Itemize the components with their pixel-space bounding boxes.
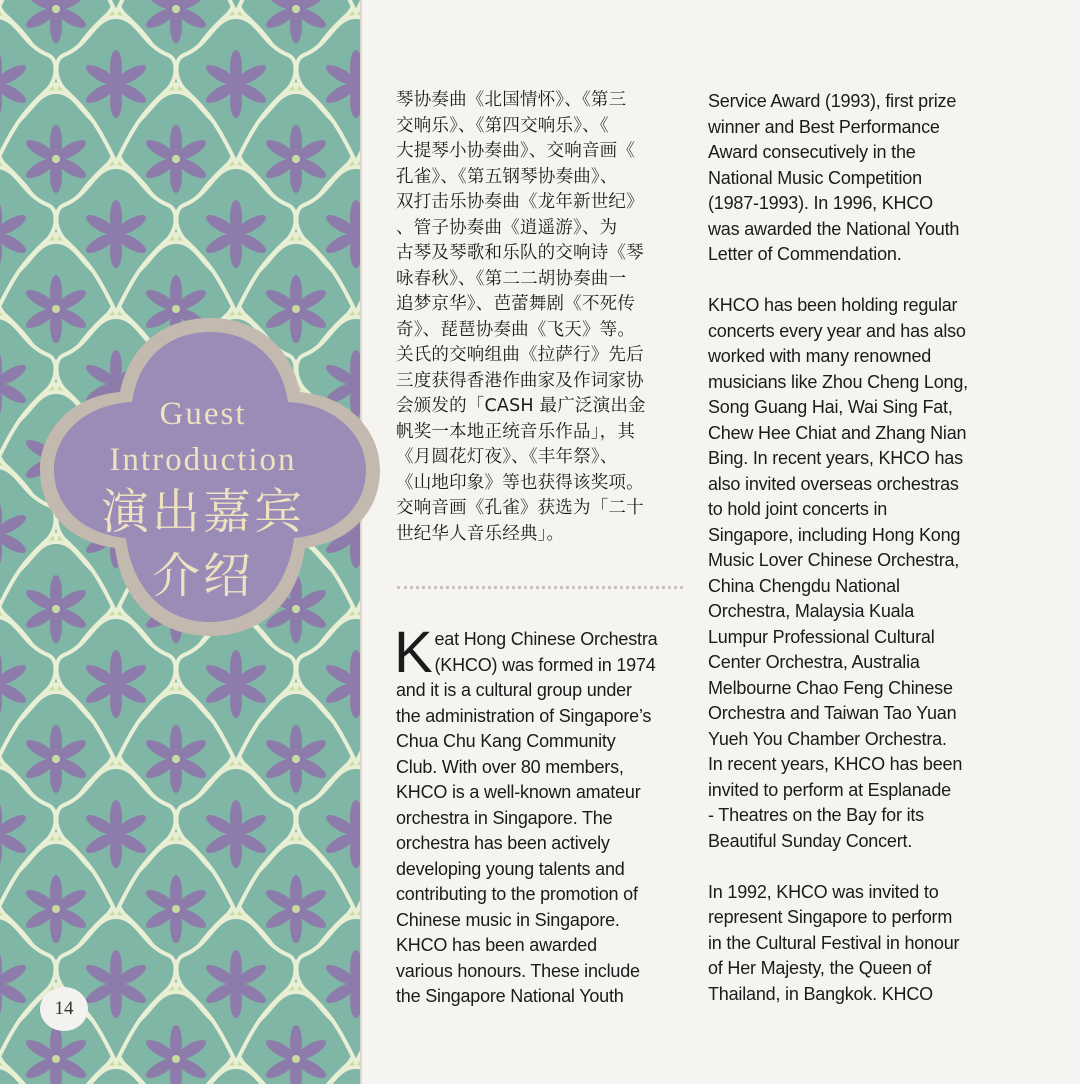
dotted-divider (397, 586, 683, 589)
english-right-column (708, 89, 1008, 1033)
festival-paragraph: In 1992, KHCO was invited to represent Singapore to perform in the Cultural Festival in honour of Her Majesty, the Queen of Thailand, in Bangkok. KHCO (708, 881, 960, 1004)
badge-title-line2: Introduction (109, 442, 297, 478)
drop-cap: K (394, 620, 433, 685)
badge-title-line1: Guest (159, 396, 247, 432)
chinese-paragraph-column (396, 88, 690, 547)
badge-cn-line2: 介绍 (151, 548, 255, 604)
english-left-column (394, 620, 696, 1010)
page-number: 14 (40, 987, 88, 1031)
english-intro-paragraph: eat Hong Chinese Orchestra (KHCO) was formed in 1974 and it is a cultural group under the administration of Singapore’s Chua Chu Kang Community Club. With over 80 members, KHCO is a well-known amateur orchestra in Singapore. The orchestra has been actively developing young talents and contributing to the promotion of Chinese music in Singapore. KHCO has been awarded various honours. These include the Singapore National Youth (396, 629, 658, 1006)
chinese-paragraph: 琴协奏曲《北国情怀》、《第三 交响乐》、《第四交响乐》、《 大提琴小协奏曲》、交响音画《 孔雀》、《第五钢琴协奏曲》、 双打击乐协奏曲《龙年新世纪》 、管子协奏曲《逍遥游》、为 古琴及琴歌和乐队的交响诗《琴 咏春秋》、《第二二胡协奏曲一 追梦京华》、芭蕾舞剧《不死传 奇》、琵琶协奏曲《飞天》等。 关氏的交响组曲《拉萨行》先后 三度获得香港作曲家及作词家协 会颁发的「CASH 最广泛演出金 帆奖一本地正统音乐作品」，其 《月圆花灯夜》、《丰年祭》、 《山地印象》等也获得该奖项。 交响音画《孔雀》获选为「二十 世纪华人音乐经典」。 (396, 90, 646, 544)
guest-introduction-badge (0, 0, 400, 720)
concerts-paragraph: KHCO has been holding regular concerts every year and has also worked with many renowned musicians like Zhou Cheng Long, Song Guang Hai, Wai Sing Fat, Chew Hee Chiat and Zhang Nian Bing. In recent years, KHCO has also invited overseas orchestras to hold joint concerts in Singapore, including Hong Kong Music Lover Chinese Orchestra, China Chengdu National Orchestra, Malaysia Kuala Lumpur Professional Cultural Center Orchestra, Australia Melbourne Chao Feng Chinese Orchestra and Taiwan Tao Yuan Yueh You Chamber Orchestra. In recent years, KHCO has been invited to perform at Esplanade - Theatres on the Bay for its Beautiful Sunday Concert. (708, 295, 968, 851)
badge-cn-line1: 演出嘉宾 (100, 484, 306, 540)
awards-paragraph: Service Award (1993), first prize winner and Best Performance Award consecutively in the National Music Competition (1987-1993). In 1996, KHCO was awarded the National Youth Letter of Commendation. (708, 91, 960, 264)
